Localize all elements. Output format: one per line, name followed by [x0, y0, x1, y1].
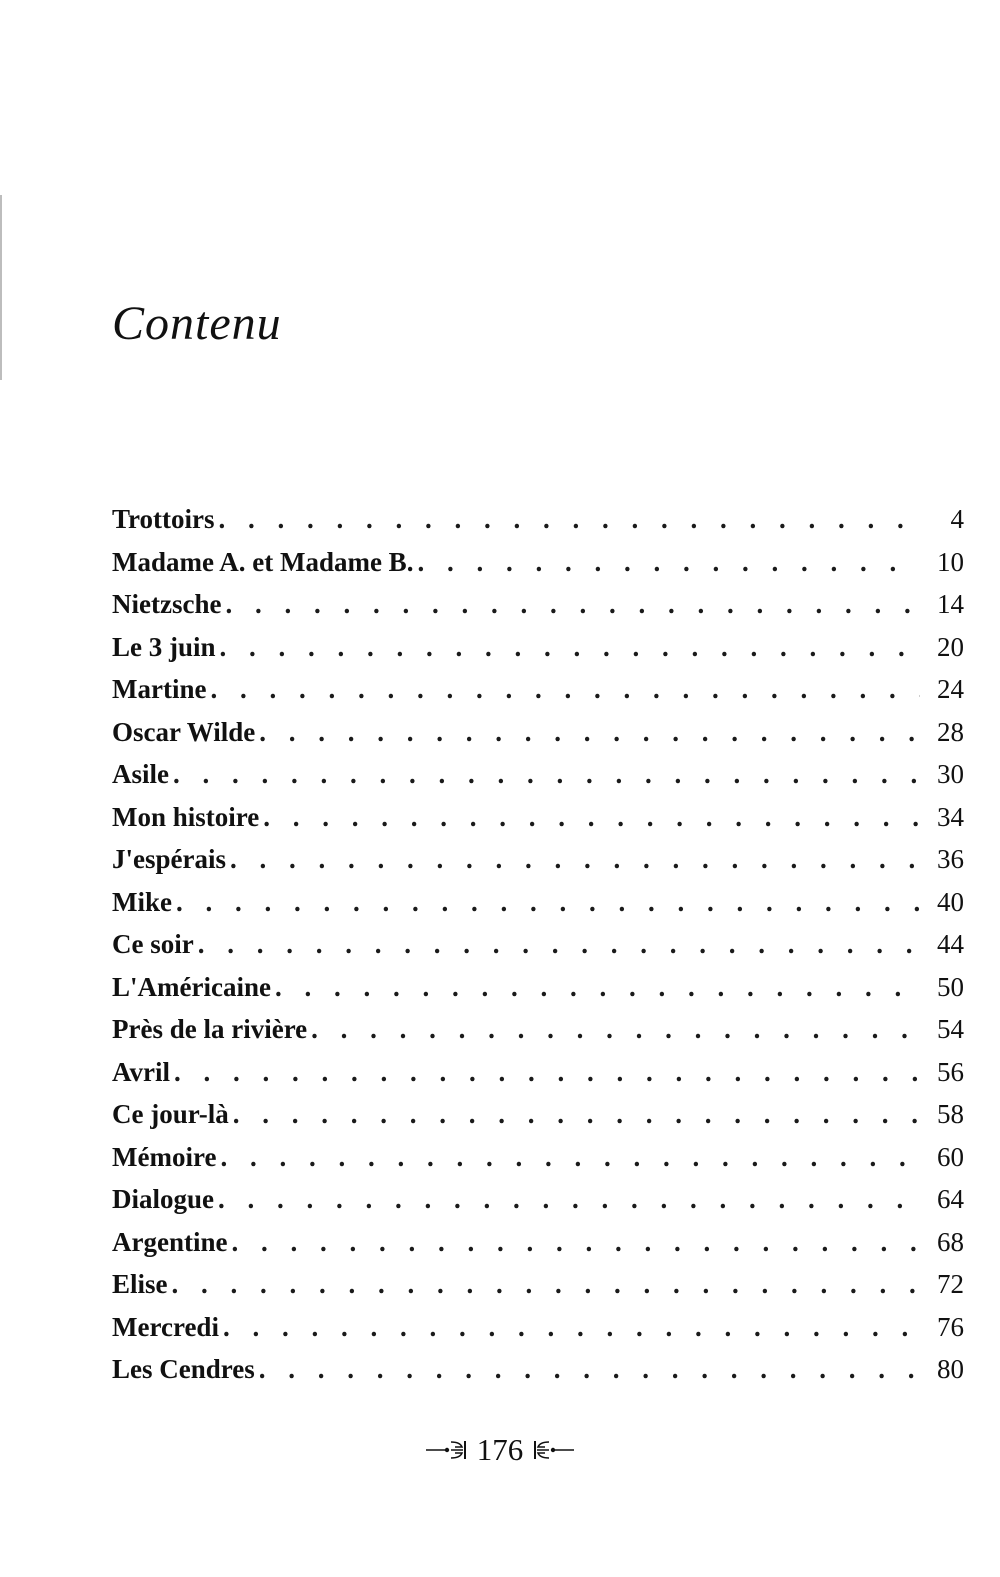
toc-entry-page: 14 [937, 589, 964, 619]
toc-entry-page: 44 [937, 929, 964, 959]
toc-entry-page: 64 [937, 1184, 964, 1214]
dot-leader [231, 1221, 920, 1264]
dot-leader [218, 1178, 920, 1221]
dot-leader [210, 668, 920, 711]
dot-leader [225, 583, 920, 626]
toc-entry-title: Madame A. et Madame B. [112, 546, 414, 577]
toc-entry-page: 72 [937, 1269, 964, 1299]
toc-entry-title: Mike [112, 886, 172, 917]
toc-entry [112, 498, 964, 541]
toc-entry-page: 50 [937, 971, 964, 1002]
toc-entry [112, 753, 964, 796]
toc-entry [112, 541, 964, 584]
dot-leader [220, 1136, 920, 1179]
toc-entry [112, 966, 964, 1009]
toc-entry [112, 1348, 964, 1391]
toc-entry-title: Dialogue [112, 1184, 215, 1214]
dot-leader [275, 966, 920, 1009]
toc-entry-page: 40 [937, 886, 964, 917]
toc-entry-page: 54 [937, 1014, 964, 1044]
toc-entry-title: Oscar Wilde [112, 716, 256, 747]
dot-leader [172, 1263, 920, 1306]
page-title: Contenu [112, 297, 282, 350]
dot-leader [259, 1348, 920, 1391]
toc-entry-title: Martine [112, 674, 207, 704]
toc-entry-title: Trottoirs [112, 504, 215, 534]
toc-entry-page: 60 [937, 1141, 964, 1172]
dot-leader [220, 626, 920, 669]
page-edge-line [0, 195, 2, 380]
dot-leader [233, 1093, 920, 1136]
toc-entry [112, 626, 964, 669]
toc-entry-title: Près de la rivière [112, 1014, 308, 1044]
dot-leader [311, 1008, 920, 1051]
toc-entry [112, 1008, 964, 1051]
table-of-contents [112, 498, 964, 1391]
toc-entry [112, 838, 964, 881]
dot-leader [174, 1051, 920, 1094]
toc-entry [112, 583, 964, 626]
toc-entry-page: 24 [937, 674, 964, 704]
toc-entry [112, 923, 964, 966]
toc-entry-page: 68 [937, 1226, 964, 1257]
toc-entry-page: 10 [937, 546, 964, 577]
toc-entry-page: 58 [937, 1099, 964, 1129]
dot-leader [218, 498, 920, 541]
toc-entry-title: J'espérais [112, 844, 226, 874]
toc-entry [112, 711, 964, 754]
toc-entry-page: 30 [937, 759, 964, 789]
toc-entry-title: Mon histoire [112, 801, 260, 832]
dot-leader [223, 1306, 920, 1349]
dot-leader [198, 923, 920, 966]
toc-entry-title: Mémoire [112, 1141, 217, 1172]
toc-entry-page: 76 [937, 1311, 964, 1342]
toc-entry-title: Ce soir [112, 929, 194, 959]
fleuron-right-icon [531, 1438, 575, 1462]
fleuron-left-icon [425, 1438, 469, 1462]
toc-entry-title: Argentine [112, 1226, 228, 1257]
toc-entry-title: Avril [112, 1056, 170, 1087]
toc-entry [112, 1263, 964, 1306]
toc-entry-page: 4 [950, 504, 964, 534]
toc-entry-title: Asile [112, 759, 169, 789]
toc-entry [112, 1221, 964, 1264]
toc-entry [112, 1136, 964, 1179]
page-number: 176 [476, 1432, 524, 1467]
toc-entry-page: 36 [937, 844, 964, 874]
toc-entry [112, 1093, 964, 1136]
toc-entry-title: Ce jour-là [112, 1099, 229, 1129]
toc-entry-title: Le 3 juin [112, 631, 216, 662]
toc-entry-page: 56 [937, 1056, 964, 1087]
toc-entry-title: Nietzsche [112, 589, 222, 619]
toc-entry-page: 80 [937, 1354, 964, 1384]
dot-leader [259, 711, 920, 754]
toc-entry-page: 34 [937, 801, 964, 832]
dot-leader [417, 541, 920, 584]
toc-entry [112, 881, 964, 924]
dot-leader [263, 796, 920, 839]
toc-entry-title: L'Américaine [112, 971, 271, 1002]
toc-entry-page: 20 [937, 631, 964, 662]
page-footer [0, 1434, 1000, 1465]
toc-entry [112, 668, 964, 711]
toc-entry-title: Les Cendres [112, 1354, 255, 1384]
dot-leader [230, 838, 920, 881]
dot-leader [173, 753, 920, 796]
toc-entry-page: 28 [937, 716, 964, 747]
toc-entry [112, 1051, 964, 1094]
toc-entry-title: Mercredi [112, 1311, 219, 1342]
toc-entry [112, 796, 964, 839]
dot-leader [176, 881, 920, 924]
toc-entry [112, 1306, 964, 1349]
toc-entry [112, 1178, 964, 1221]
toc-entry-title: Elise [112, 1269, 168, 1299]
